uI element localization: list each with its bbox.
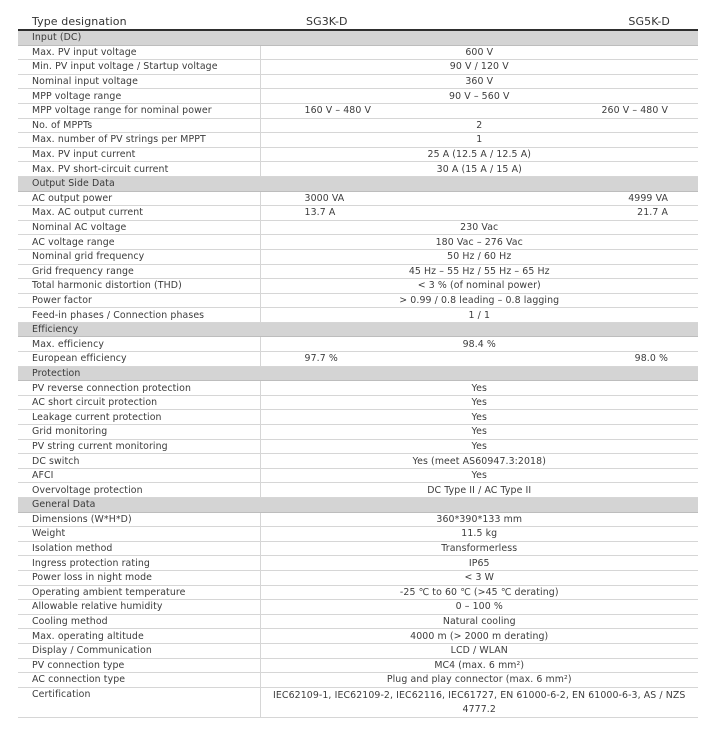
section-input — [18, 30, 698, 45]
row-value: IEC62109-1, IEC62109-2, IEC62116, IEC61727, EN 61000-6-2, EN 61000-6-3, AS / NZS 4777.2 — [260, 687, 698, 717]
row-label: Grid frequency range — [18, 264, 260, 279]
row-label: Power factor — [18, 293, 260, 308]
table-row — [18, 308, 698, 323]
row-label: AFCI — [18, 468, 260, 483]
row-label: Overvoltage protection — [18, 483, 260, 498]
table-row — [18, 118, 698, 133]
section-title: Protection — [18, 366, 698, 381]
row-label: PV connection type — [18, 658, 260, 673]
row-value: 45 Hz – 55 Hz / 55 Hz – 65 Hz — [260, 264, 698, 279]
row-label: Total harmonic distortion (THD) — [18, 279, 260, 294]
row-label: Operating ambient temperature — [18, 585, 260, 600]
table-row — [18, 147, 698, 162]
table-row — [18, 410, 698, 425]
row-label: Max. efficiency — [18, 337, 260, 352]
table-row — [18, 600, 698, 615]
table-row — [18, 206, 698, 221]
table-row — [18, 162, 698, 177]
row-value: > 0.99 / 0.8 leading – 0.8 lagging — [260, 293, 698, 308]
table-row — [18, 74, 698, 89]
row-label: Min. PV input voltage / Startup voltage — [18, 60, 260, 75]
table-row — [18, 60, 698, 75]
row-label: DC switch — [18, 454, 260, 469]
row-value: < 3 % (of nominal power) — [260, 279, 698, 294]
row-value-sg5k: 4999 VA — [479, 191, 698, 206]
row-label: PV reverse connection protection — [18, 381, 260, 396]
table-row — [18, 643, 698, 658]
table-row — [18, 687, 698, 717]
section-output — [18, 176, 698, 191]
row-value-sg5k: 260 V – 480 V — [479, 103, 698, 118]
table-row — [18, 483, 698, 498]
table-header — [18, 13, 698, 30]
row-value: Plug and play connector (max. 6 mm²) — [260, 673, 698, 688]
table-row — [18, 191, 698, 206]
row-label: Max. PV input voltage — [18, 45, 260, 60]
row-value: 98.4 % — [260, 337, 698, 352]
table-row — [18, 264, 698, 279]
row-value: 360*390*133 mm — [260, 512, 698, 527]
row-value: 2 — [260, 118, 698, 133]
table-row — [18, 585, 698, 600]
row-value: Yes — [260, 439, 698, 454]
section-title: Input (DC) — [18, 30, 698, 45]
row-value: < 3 W — [260, 570, 698, 585]
table-row — [18, 395, 698, 410]
table-row — [18, 293, 698, 308]
row-label: Max. AC output current — [18, 206, 260, 221]
row-label: AC short circuit protection — [18, 395, 260, 410]
row-label: Cooling method — [18, 614, 260, 629]
row-value: 90 V – 560 V — [260, 89, 698, 104]
table-row — [18, 527, 698, 542]
row-value-sg5k: 98.0 % — [479, 352, 698, 367]
row-label: Feed-in phases / Connection phases — [18, 308, 260, 323]
header-sg3k-d: SG3K-D — [260, 13, 479, 30]
row-label: Leakage current protection — [18, 410, 260, 425]
section-efficiency — [18, 322, 698, 337]
row-label: Max. PV input current — [18, 147, 260, 162]
row-value: 1 / 1 — [260, 308, 698, 323]
table-row — [18, 541, 698, 556]
table-row — [18, 556, 698, 571]
row-label: AC connection type — [18, 673, 260, 688]
row-value: 1 — [260, 133, 698, 148]
row-value: Natural cooling — [260, 614, 698, 629]
row-label: Max. operating altitude — [18, 629, 260, 644]
section-title: Efficiency — [18, 322, 698, 337]
row-value-sg3k: 3000 VA — [260, 191, 479, 206]
table-row — [18, 279, 698, 294]
row-value: 360 V — [260, 74, 698, 89]
row-label: Max. number of PV strings per MPPT — [18, 133, 260, 148]
row-label: MPP voltage range for nominal power — [18, 103, 260, 118]
row-value: 50 Hz / 60 Hz — [260, 249, 698, 264]
row-label: Max. PV short-circuit current — [18, 162, 260, 177]
row-value: IP65 — [260, 556, 698, 571]
row-value: 180 Vac – 276 Vac — [260, 235, 698, 250]
row-label: AC output power — [18, 191, 260, 206]
table-row — [18, 454, 698, 469]
row-label: Power loss in night mode — [18, 570, 260, 585]
table-row — [18, 614, 698, 629]
table-row — [18, 673, 698, 688]
row-value: 90 V / 120 V — [260, 60, 698, 75]
row-value: Yes — [260, 395, 698, 410]
row-value: Yes — [260, 381, 698, 396]
row-value-sg3k: 13.7 A — [260, 206, 479, 221]
row-value: 0 – 100 % — [260, 600, 698, 615]
table-row — [18, 103, 698, 118]
row-value: 230 Vac — [260, 220, 698, 235]
section-general — [18, 498, 698, 513]
row-label: Nominal input voltage — [18, 74, 260, 89]
table-row — [18, 220, 698, 235]
row-label: Isolation method — [18, 541, 260, 556]
table-row — [18, 352, 698, 367]
row-label: European efficiency — [18, 352, 260, 367]
table-row — [18, 425, 698, 440]
table-row — [18, 468, 698, 483]
row-value-sg5k: 21.7 A — [479, 206, 698, 221]
row-value: Yes — [260, 425, 698, 440]
section-title: General Data — [18, 498, 698, 513]
table-row — [18, 381, 698, 396]
row-label: PV string current monitoring — [18, 439, 260, 454]
row-value: Yes — [260, 468, 698, 483]
table-row — [18, 89, 698, 104]
spec-table — [18, 13, 698, 718]
row-label: Ingress protection rating — [18, 556, 260, 571]
row-label: MPP voltage range — [18, 89, 260, 104]
row-value: LCD / WLAN — [260, 643, 698, 658]
header-type-designation: Type designation — [18, 13, 260, 30]
section-protection — [18, 366, 698, 381]
row-value: DC Type II / AC Type II — [260, 483, 698, 498]
row-value: 30 A (15 A / 15 A) — [260, 162, 698, 177]
row-label: No. of MPPTs — [18, 118, 260, 133]
row-value: Yes — [260, 410, 698, 425]
row-value: -25 ℃ to 60 ℃ (>45 ℃ derating) — [260, 585, 698, 600]
table-row — [18, 658, 698, 673]
table-row — [18, 133, 698, 148]
table-row — [18, 570, 698, 585]
table-row — [18, 249, 698, 264]
row-label: Allowable relative humidity — [18, 600, 260, 615]
table-row — [18, 235, 698, 250]
row-value: 4000 m (> 2000 m derating) — [260, 629, 698, 644]
table-row — [18, 439, 698, 454]
section-title: Output Side Data — [18, 176, 698, 191]
row-value: 11.5 kg — [260, 527, 698, 542]
row-label: Grid monitoring — [18, 425, 260, 440]
row-label: Weight — [18, 527, 260, 542]
row-value: 25 A (12.5 A / 12.5 A) — [260, 147, 698, 162]
table-row — [18, 337, 698, 352]
row-label: AC voltage range — [18, 235, 260, 250]
row-value: MC4 (max. 6 mm²) — [260, 658, 698, 673]
row-value: Transformerless — [260, 541, 698, 556]
row-label: Dimensions (W*H*D) — [18, 512, 260, 527]
row-label: Nominal grid frequency — [18, 249, 260, 264]
table-row — [18, 629, 698, 644]
header-sg5k-d: SG5K-D — [479, 13, 698, 30]
row-value: Yes (meet AS60947.3:2018) — [260, 454, 698, 469]
row-value: 600 V — [260, 45, 698, 60]
row-label: Certification — [18, 687, 260, 717]
table-row — [18, 45, 698, 60]
row-label: Display / Communication — [18, 643, 260, 658]
table-row — [18, 512, 698, 527]
row-label: Nominal AC voltage — [18, 220, 260, 235]
row-value-sg3k: 160 V – 480 V — [260, 103, 479, 118]
row-value-sg3k: 97.7 % — [260, 352, 479, 367]
